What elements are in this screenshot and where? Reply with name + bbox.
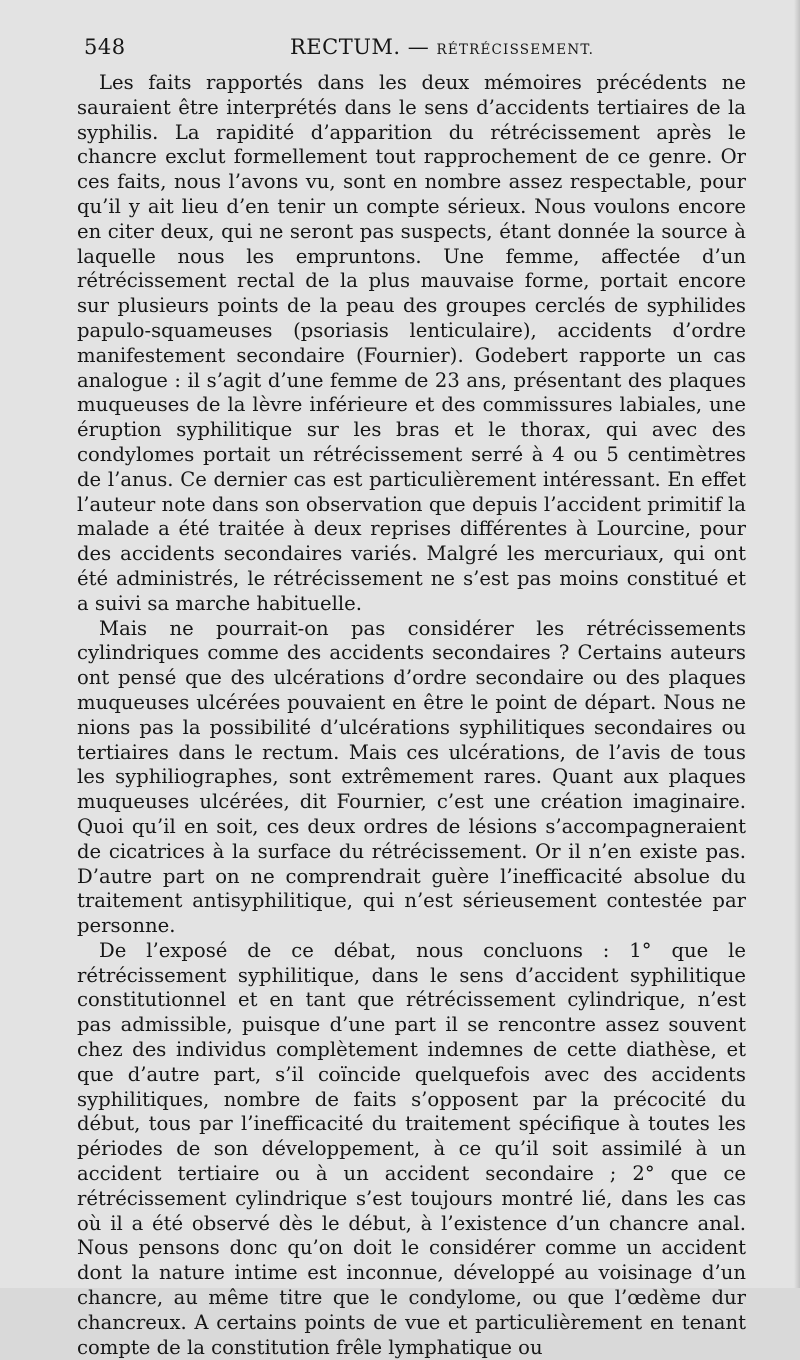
running-title-main: RECTUM. — bbox=[290, 35, 430, 59]
page-edge-shadow bbox=[794, 0, 800, 1288]
paragraph: Les faits rapportés dans les deux mémoires précédents ne sauraient être interprétés dans le sens d’accidents tertiaires de la syphilis. La rapidité d’apparition du rétrécissement après le chancre exclut formellement tout rapprochement de ce genre. Or ces faits, nous l’avons vu, sont en nombre assez respectable, pour qu’il y ait lieu d’en tenir un compte sérieux. Nous voulons encore en citer deux, qui ne seront pas suspects, étant donnée la source à laquelle nous les empruntons. Une femme, affectée d’un rétrécissement rectal de la plus mauvaise forme, portait encore sur plusieurs points de la peau des groupes cerclés de syphilides papulo-squameuses (psoriasis lenticulaire), accidents d’ordre manifestement secondaire (Fournier). Godebert rapporte un cas analogue : il s’agit d’une femme de 23 ans, présentant des plaques muqueuses de la lèvre inférieure et des commissures labiales, une éruption syphilitique sur les bras et le thorax, qui avec des condylomes portait un rétrécissement serré à 4 ou 5 centimètres de l’anus. Ce dernier cas est particulièrement intéressant. En effet l’auteur note dans son observation que depuis l’accident primitif la malade a été traitée à deux reprises différentes à Lourcine, pour des accidents secondaires variés. Malgré les mercuriaux, qui ont été administrés, le rétrécissement ne s’est pas moins constitué et a suivi sa marche habituelle. bbox=[77, 71, 746, 615]
paragraph: De l’exposé de ce débat, nous concluons : 1° que le rétrécissement syphilitique, dans le sens d’accident syphilitique constitutionnel et en tant que rétrécissement cylindrique, n’est pas admissible, puisque d’une part il se rencontre assez souvent chez des individus complètement indemnes de cette diathèse, et que d’autre part, s’il coïncide quelquefois avec des accidents syphilitiques, nombre de faits s’opposent par la précocité du début, tous par l’inefficacité du traitement spécifique à toutes les périodes de son développement, à ce qu’il soit assimilé à un accident tertiaire ou à un accident secondaire ; 2° que ce rétrécissement cylindrique s’est toujours montré lié, dans les cas où il a été observé dès le début, à l’existence d’un chancre anal. Nous pensons donc qu’on doit le considérer comme un accident dont la nature intime est inconnue, développé au voisinage d’un chancre, au même titre que le condylome, ou que l’œdème dur chancreux. A certains points de vue et particulièrement en tenant compte de la constitution frêle lymphatique ou bbox=[77, 938, 746, 1359]
page-number: 548 bbox=[84, 35, 126, 59]
running-title-sub: RÉTRÉCISSEMENT. bbox=[436, 42, 595, 58]
running-title bbox=[290, 35, 594, 59]
paragraph: Mais ne pourrait-on pas considérer les rétrécissements cylindriques comme des accidents secondaires ? Certains auteurs ont pensé que des ulcérations d’ordre secondaire ou des plaques muqueuses ulcérées pouvaient en être le point de départ. Nous ne nions pas la possibilité d’ulcérations syphilitiques secondaires ou tertiaires dans le rectum. Mais ces ulcérations, de l’avis de tous les syphiliographes, sont extrêmement rares. Quant aux plaques muqueuses ulcérées, dit Fournier, c’est une création imaginaire. Quoi qu’il en soit, ces deux ordres de lésions s’accompagneraient de cicatrices à la surface du rétrécissement. Or il n’en existe pas. D’autre part on ne comprendrait guère l’inefficacité absolue du traitement antisyphilitique, qui n’est sérieusement contestée par personne. bbox=[77, 616, 746, 938]
running-head bbox=[84, 35, 744, 63]
body-text bbox=[77, 71, 746, 1360]
